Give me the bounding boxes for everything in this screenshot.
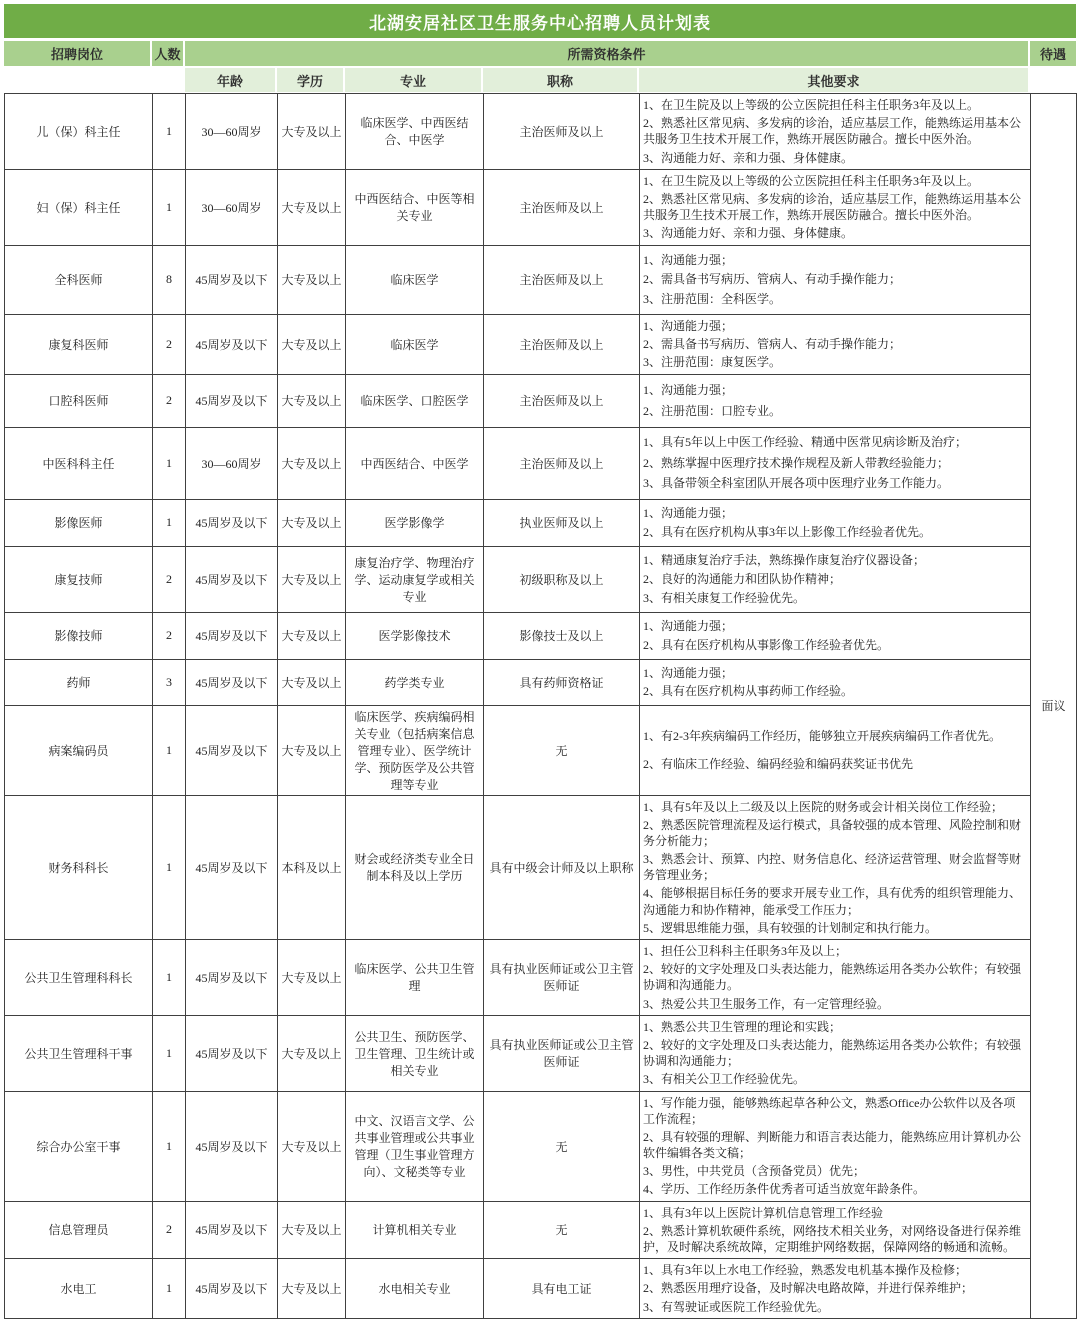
major-cell: 财会或经济类专业全日制本科及以上学历 — [346, 795, 484, 940]
count-cell: 1 — [153, 705, 186, 795]
position-cell: 公共卫生管理科干事 — [5, 1015, 153, 1091]
age-cell: 45周岁及以下 — [186, 1091, 278, 1201]
requirement-line: 3、热爱公共卫生服务工作，有一定管理经验。 — [643, 996, 890, 1011]
title-cell: 主治医师及以上 — [484, 427, 640, 499]
table-row — [5, 169, 1077, 245]
table-row — [5, 1201, 1077, 1259]
requirement-line: 3、沟通能力好、亲和力强、身体健康。 — [643, 226, 854, 241]
age-cell: 45周岁及以下 — [186, 546, 278, 612]
table-row — [5, 499, 1077, 546]
requirements-cell — [640, 169, 1031, 245]
requirements-cell — [640, 1015, 1031, 1091]
age-cell: 45周岁及以下 — [186, 245, 278, 314]
age-cell: 30—60周岁 — [186, 427, 278, 499]
col-header-treatment: 待遇 — [1030, 41, 1076, 66]
requirement-line: 1、在卫生院及以上等级的公立医院担任科主任职务3年及以上。 — [643, 173, 980, 188]
education-cell: 大专及以上 — [278, 705, 346, 795]
col-header-major: 专业 — [345, 68, 481, 92]
position-cell: 儿（保）科主任 — [5, 94, 153, 170]
education-cell: 本科及以上 — [278, 795, 346, 940]
count-cell: 2 — [153, 612, 186, 659]
major-cell: 临床医学、公共卫生管理 — [346, 940, 484, 1016]
major-cell: 医学影像技术 — [346, 612, 484, 659]
education-cell: 大专及以上 — [278, 659, 346, 705]
col-header-count: 人数 — [152, 41, 183, 66]
table-row — [5, 245, 1077, 314]
requirements-cell — [640, 1091, 1031, 1201]
requirements-cell — [640, 705, 1031, 795]
requirement-line: 3、具备带领全科室团队开展各项中医理疗业务工作能力。 — [643, 476, 950, 491]
position-cell: 财务科科长 — [5, 795, 153, 940]
requirement-line: 3、有相关公卫工作经验优先。 — [643, 1072, 806, 1087]
age-cell: 45周岁及以下 — [186, 314, 278, 374]
education-cell: 大专及以上 — [278, 314, 346, 374]
major-cell: 中西医结合、中医学 — [346, 427, 484, 499]
table-row — [5, 795, 1077, 940]
table-row — [5, 612, 1077, 659]
subheader-spacer-position — [4, 68, 150, 93]
table-row — [5, 427, 1077, 499]
major-cell: 水电相关专业 — [346, 1259, 484, 1319]
requirement-line: 2、需具备书写病历、管病人、有动手操作能力； — [643, 336, 902, 351]
major-cell: 药学类专业 — [346, 659, 484, 705]
title-cell: 初级职称及以上 — [484, 546, 640, 612]
age-cell: 45周岁及以下 — [186, 374, 278, 427]
count-cell: 2 — [153, 546, 186, 612]
col-header-qualifications: 所需资格条件 — [185, 41, 1028, 66]
subheader-spacer-count — [152, 68, 183, 93]
table-row — [5, 546, 1077, 612]
requirements-cell — [640, 499, 1031, 546]
requirement-line: 3、注册范围：全科医学。 — [643, 292, 782, 307]
requirement-line: 1、在卫生院及以上等级的公立医院担任科主任职务3年及以上。 — [643, 98, 980, 112]
table-row — [5, 1259, 1077, 1319]
recruitment-table-sheet — [4, 4, 1076, 1319]
table-row — [5, 314, 1077, 374]
title-cell: 具有执业医师证或公卫主管医师证 — [484, 1015, 640, 1091]
recruitment-table — [4, 93, 1077, 1319]
requirement-line: 3、注册范围：康复医学。 — [643, 355, 782, 370]
requirements-cell — [640, 612, 1031, 659]
title-cell: 主治医师及以上 — [484, 314, 640, 374]
requirement-line: 2、较好的文字处理及口头表达能力，能熟练运用各类办公软件；有较强协调和沟通能力； — [643, 1037, 1022, 1069]
major-cell: 临床医学、口腔医学 — [346, 374, 484, 427]
requirements-cell — [640, 427, 1031, 499]
count-cell: 3 — [153, 659, 186, 705]
education-cell: 大专及以上 — [278, 1259, 346, 1319]
education-cell: 大专及以上 — [278, 499, 346, 546]
age-cell: 45周岁及以下 — [186, 940, 278, 1016]
major-cell: 中西医结合、中医等相关专业 — [346, 169, 484, 245]
position-cell: 康复技师 — [5, 546, 153, 612]
requirements-cell — [640, 940, 1031, 1016]
education-cell: 大专及以上 — [278, 169, 346, 245]
title-cell: 执业医师及以上 — [484, 499, 640, 546]
subheader-spacer-treatment — [1030, 68, 1076, 93]
count-cell: 2 — [153, 314, 186, 374]
requirement-line: 1、有2-3年疾病编码工作经历，能够独立开展疾病编码工作者优先。 — [643, 729, 1001, 744]
requirement-line: 2、熟悉社区常见病、多发病的诊治，适应基层工作，能熟练运用基本公共服务卫生技术开展工作，熟练开展医防融合。擅长中医外治。 — [643, 191, 1022, 223]
requirement-line: 2、有临床工作经验、编码经验和编码获奖证书优先 — [643, 756, 914, 771]
col-header-education: 学历 — [277, 68, 343, 92]
requirement-line: 2、熟悉计算机软硬件系统，网络技术相关业务，对网络设备进行保养维护，及时解决系统故障，定期维护网络数据，保障网络的畅通和流畅。 — [643, 1223, 1022, 1254]
col-header-position: 招聘岗位 — [4, 41, 150, 66]
position-cell: 口腔科医师 — [5, 374, 153, 427]
requirements-cell — [640, 94, 1031, 170]
requirement-line: 2、熟悉社区常见病、多发病的诊治，适应基层工作，能熟练运用基本公共服务卫生技术开展工作，熟练开展医防融合。擅长中医外治。 — [643, 116, 1022, 147]
count-cell: 2 — [153, 1201, 186, 1259]
title-cell: 无 — [484, 705, 640, 795]
count-cell: 8 — [153, 245, 186, 314]
requirement-line: 2、具有在医疗机构从事影像工作经验者优先。 — [643, 637, 890, 652]
requirement-line: 1、担任公卫科科主任职务3年及以上； — [643, 944, 848, 958]
title-cell: 无 — [484, 1201, 640, 1259]
age-cell: 45周岁及以下 — [186, 659, 278, 705]
title-cell: 无 — [484, 1091, 640, 1201]
table-row — [5, 94, 1077, 170]
position-cell: 全科医师 — [5, 245, 153, 314]
education-cell: 大专及以上 — [278, 1015, 346, 1091]
position-cell: 影像技师 — [5, 612, 153, 659]
title-cell: 主治医师及以上 — [484, 245, 640, 314]
requirement-line: 1、沟通能力强； — [643, 618, 734, 633]
age-cell: 30—60周岁 — [186, 169, 278, 245]
header-row-main — [4, 41, 1076, 66]
count-cell: 2 — [153, 374, 186, 427]
title-cell: 具有执业医师证或公卫主管医师证 — [484, 940, 640, 1016]
requirement-line: 1、精通康复治疗手法，熟练操作康复治疗仪器设备； — [643, 552, 926, 567]
major-cell: 临床医学、疾病编码相关专业（包括病案信息管理专业）、医学统计学、预防医学及公共管理等专业 — [346, 705, 484, 795]
requirement-line: 2、熟悉医院管理流程及运行模式，具备较强的成本管理、风险控制和财务分析能力； — [643, 817, 1022, 848]
requirement-line: 2、具有在医疗机构从事3年以上影像工作经验者优先。 — [643, 524, 932, 539]
requirement-line: 1、具有5年及以上二级及以上医院的财务或会计相关岗位工作经验； — [643, 799, 1004, 814]
education-cell: 大专及以上 — [278, 245, 346, 314]
requirement-line: 2、需具备书写病历、管病人、有动手操作能力； — [643, 272, 902, 287]
requirements-cell — [640, 314, 1031, 374]
requirement-line: 1、具有5年以上中医工作经验、精通中医常见病诊断及治疗； — [643, 435, 968, 450]
major-cell: 中文、汉语言文学、公共事业管理或公共事业管理（卫生事业管理方向）、文秘类等专业 — [346, 1091, 484, 1201]
page-title: 北湖安居社区卫生服务中心招聘人员计划表 — [4, 4, 1076, 38]
position-cell: 康复科医师 — [5, 314, 153, 374]
title-cell: 主治医师及以上 — [484, 374, 640, 427]
major-cell: 临床医学、中西医结合、中医学 — [346, 94, 484, 170]
education-cell: 大专及以上 — [278, 612, 346, 659]
position-cell: 妇（保）科主任 — [5, 169, 153, 245]
count-cell: 1 — [153, 427, 186, 499]
requirement-line: 3、男性，中共党员（含预备党员）优先； — [643, 1164, 866, 1179]
table-row — [5, 1015, 1077, 1091]
major-cell: 康复治疗学、物理治疗学、运动康复学或相关专业 — [346, 546, 484, 612]
age-cell: 45周岁及以下 — [186, 1201, 278, 1259]
requirement-line: 2、良好的沟通能力和团队协作精神； — [643, 571, 842, 586]
position-cell: 水电工 — [5, 1259, 153, 1319]
table-row — [5, 659, 1077, 705]
requirement-line: 1、具有3年以上医院计算机信息管理工作经验 — [643, 1205, 884, 1220]
education-cell: 大专及以上 — [278, 94, 346, 170]
requirement-line: 1、熟悉公共卫生管理的理论和实践； — [643, 1019, 842, 1034]
table-row — [5, 705, 1077, 795]
count-cell: 1 — [153, 1259, 186, 1319]
requirement-line: 1、沟通能力强； — [643, 252, 734, 267]
requirement-line: 1、写作能力强，能够熟练起草各种公文，熟悉Office办公软件以及各项工作流程； — [643, 1095, 1016, 1126]
education-cell: 大专及以上 — [278, 427, 346, 499]
title-cell: 主治医师及以上 — [484, 94, 640, 170]
position-cell: 综合办公室干事 — [5, 1091, 153, 1201]
requirement-line: 2、较好的文字处理及口头表达能力，能熟练运用各类办公软件；有较强协调和沟通能力。 — [643, 962, 1022, 993]
table-body — [5, 94, 1077, 1319]
treatment-cell: 面议 — [1031, 94, 1077, 1319]
requirements-cell — [640, 795, 1031, 940]
major-cell: 临床医学 — [346, 245, 484, 314]
table-row — [5, 374, 1077, 427]
requirements-cell — [640, 659, 1031, 705]
education-cell: 大专及以上 — [278, 940, 346, 1016]
position-cell: 药师 — [5, 659, 153, 705]
count-cell: 1 — [153, 795, 186, 940]
position-cell: 公共卫生管理科科长 — [5, 940, 153, 1016]
requirement-line: 1、沟通能力强； — [643, 505, 734, 520]
major-cell: 医学影像学 — [346, 499, 484, 546]
requirement-line: 1、沟通能力强； — [643, 382, 734, 397]
age-cell: 45周岁及以下 — [186, 705, 278, 795]
count-cell: 1 — [153, 499, 186, 546]
age-cell: 45周岁及以下 — [186, 612, 278, 659]
education-cell: 大专及以上 — [278, 374, 346, 427]
title-cell: 具有药师资格证 — [484, 659, 640, 705]
major-cell: 计算机相关专业 — [346, 1201, 484, 1259]
requirement-line: 1、沟通能力强； — [643, 318, 734, 333]
requirements-cell — [640, 374, 1031, 427]
major-cell: 公共卫生、预防医学、卫生管理、卫生统计或相关专业 — [346, 1015, 484, 1091]
requirement-line: 2、具有较强的理解、判断能力和语言表达能力，能熟练应用计算机办公软件编辑各类文稿； — [643, 1129, 1022, 1161]
position-cell: 影像医师 — [5, 499, 153, 546]
requirements-cell — [640, 546, 1031, 612]
requirement-line: 2、熟练掌握中医理疗技术操作规程及新人带教经验能力； — [643, 455, 950, 470]
position-cell: 病案编码员 — [5, 705, 153, 795]
count-cell: 1 — [153, 1091, 186, 1201]
table-row — [5, 1091, 1077, 1201]
requirement-line: 2、熟悉医用理疗设备，及时解决电路故障，并进行保养维护； — [643, 1281, 974, 1296]
requirements-cell — [640, 1201, 1031, 1259]
title-cell: 影像技士及以上 — [484, 612, 640, 659]
requirement-line: 5、逻辑思维能力强，具有较强的计划制定和执行能力。 — [643, 920, 938, 935]
position-cell: 中医科科主任 — [5, 427, 153, 499]
requirement-line: 2、具有在医疗机构从事药师工作经验。 — [643, 684, 854, 699]
header-row-sub — [4, 68, 1076, 93]
requirement-line: 1、具有3年以上水电工作经验，熟悉发电机基本操作及检修； — [643, 1263, 968, 1278]
requirement-line: 3、沟通能力好、亲和力强、身体健康。 — [643, 150, 854, 165]
education-cell: 大专及以上 — [278, 1091, 346, 1201]
title-cell: 具有电工证 — [484, 1259, 640, 1319]
education-cell: 大专及以上 — [278, 1201, 346, 1259]
count-cell: 1 — [153, 94, 186, 170]
col-header-job-title: 职称 — [483, 68, 637, 92]
age-cell: 30—60周岁 — [186, 94, 278, 170]
position-cell: 信息管理员 — [5, 1201, 153, 1259]
requirement-line: 3、有相关康复工作经验优先。 — [643, 590, 806, 605]
age-cell: 45周岁及以下 — [186, 795, 278, 940]
requirements-cell — [640, 1259, 1031, 1319]
count-cell: 1 — [153, 1015, 186, 1091]
requirement-line: 3、有驾驶证或医院工作经验优先。 — [643, 1299, 830, 1314]
table-row — [5, 940, 1077, 1016]
title-cell: 主治医师及以上 — [484, 169, 640, 245]
requirement-line: 1、沟通能力强； — [643, 665, 734, 680]
title-cell: 具有中级会计师及以上职称 — [484, 795, 640, 940]
col-header-age: 年龄 — [185, 68, 275, 92]
age-cell: 45周岁及以下 — [186, 499, 278, 546]
col-header-other: 其他要求 — [639, 68, 1028, 92]
education-cell: 大专及以上 — [278, 546, 346, 612]
major-cell: 临床医学 — [346, 314, 484, 374]
requirement-line: 2、注册范围：口腔专业。 — [643, 403, 782, 418]
count-cell: 1 — [153, 169, 186, 245]
age-cell: 45周岁及以下 — [186, 1015, 278, 1091]
requirement-line: 3、熟悉会计、预算、内控、财务信息化、经济运营管理、财会监督等财务管理业务； — [643, 852, 1022, 883]
age-cell: 45周岁及以下 — [186, 1259, 278, 1319]
count-cell: 1 — [153, 940, 186, 1016]
requirements-cell — [640, 245, 1031, 314]
requirement-line: 4、能够根据目标任务的要求开展专业工作，具有优秀的组织管理能力、沟通能力和协作精神，能承受工作压力； — [643, 886, 1022, 917]
requirement-line: 4、学历、工作经历条件优秀者可适当放宽年龄条件。 — [643, 1182, 926, 1197]
